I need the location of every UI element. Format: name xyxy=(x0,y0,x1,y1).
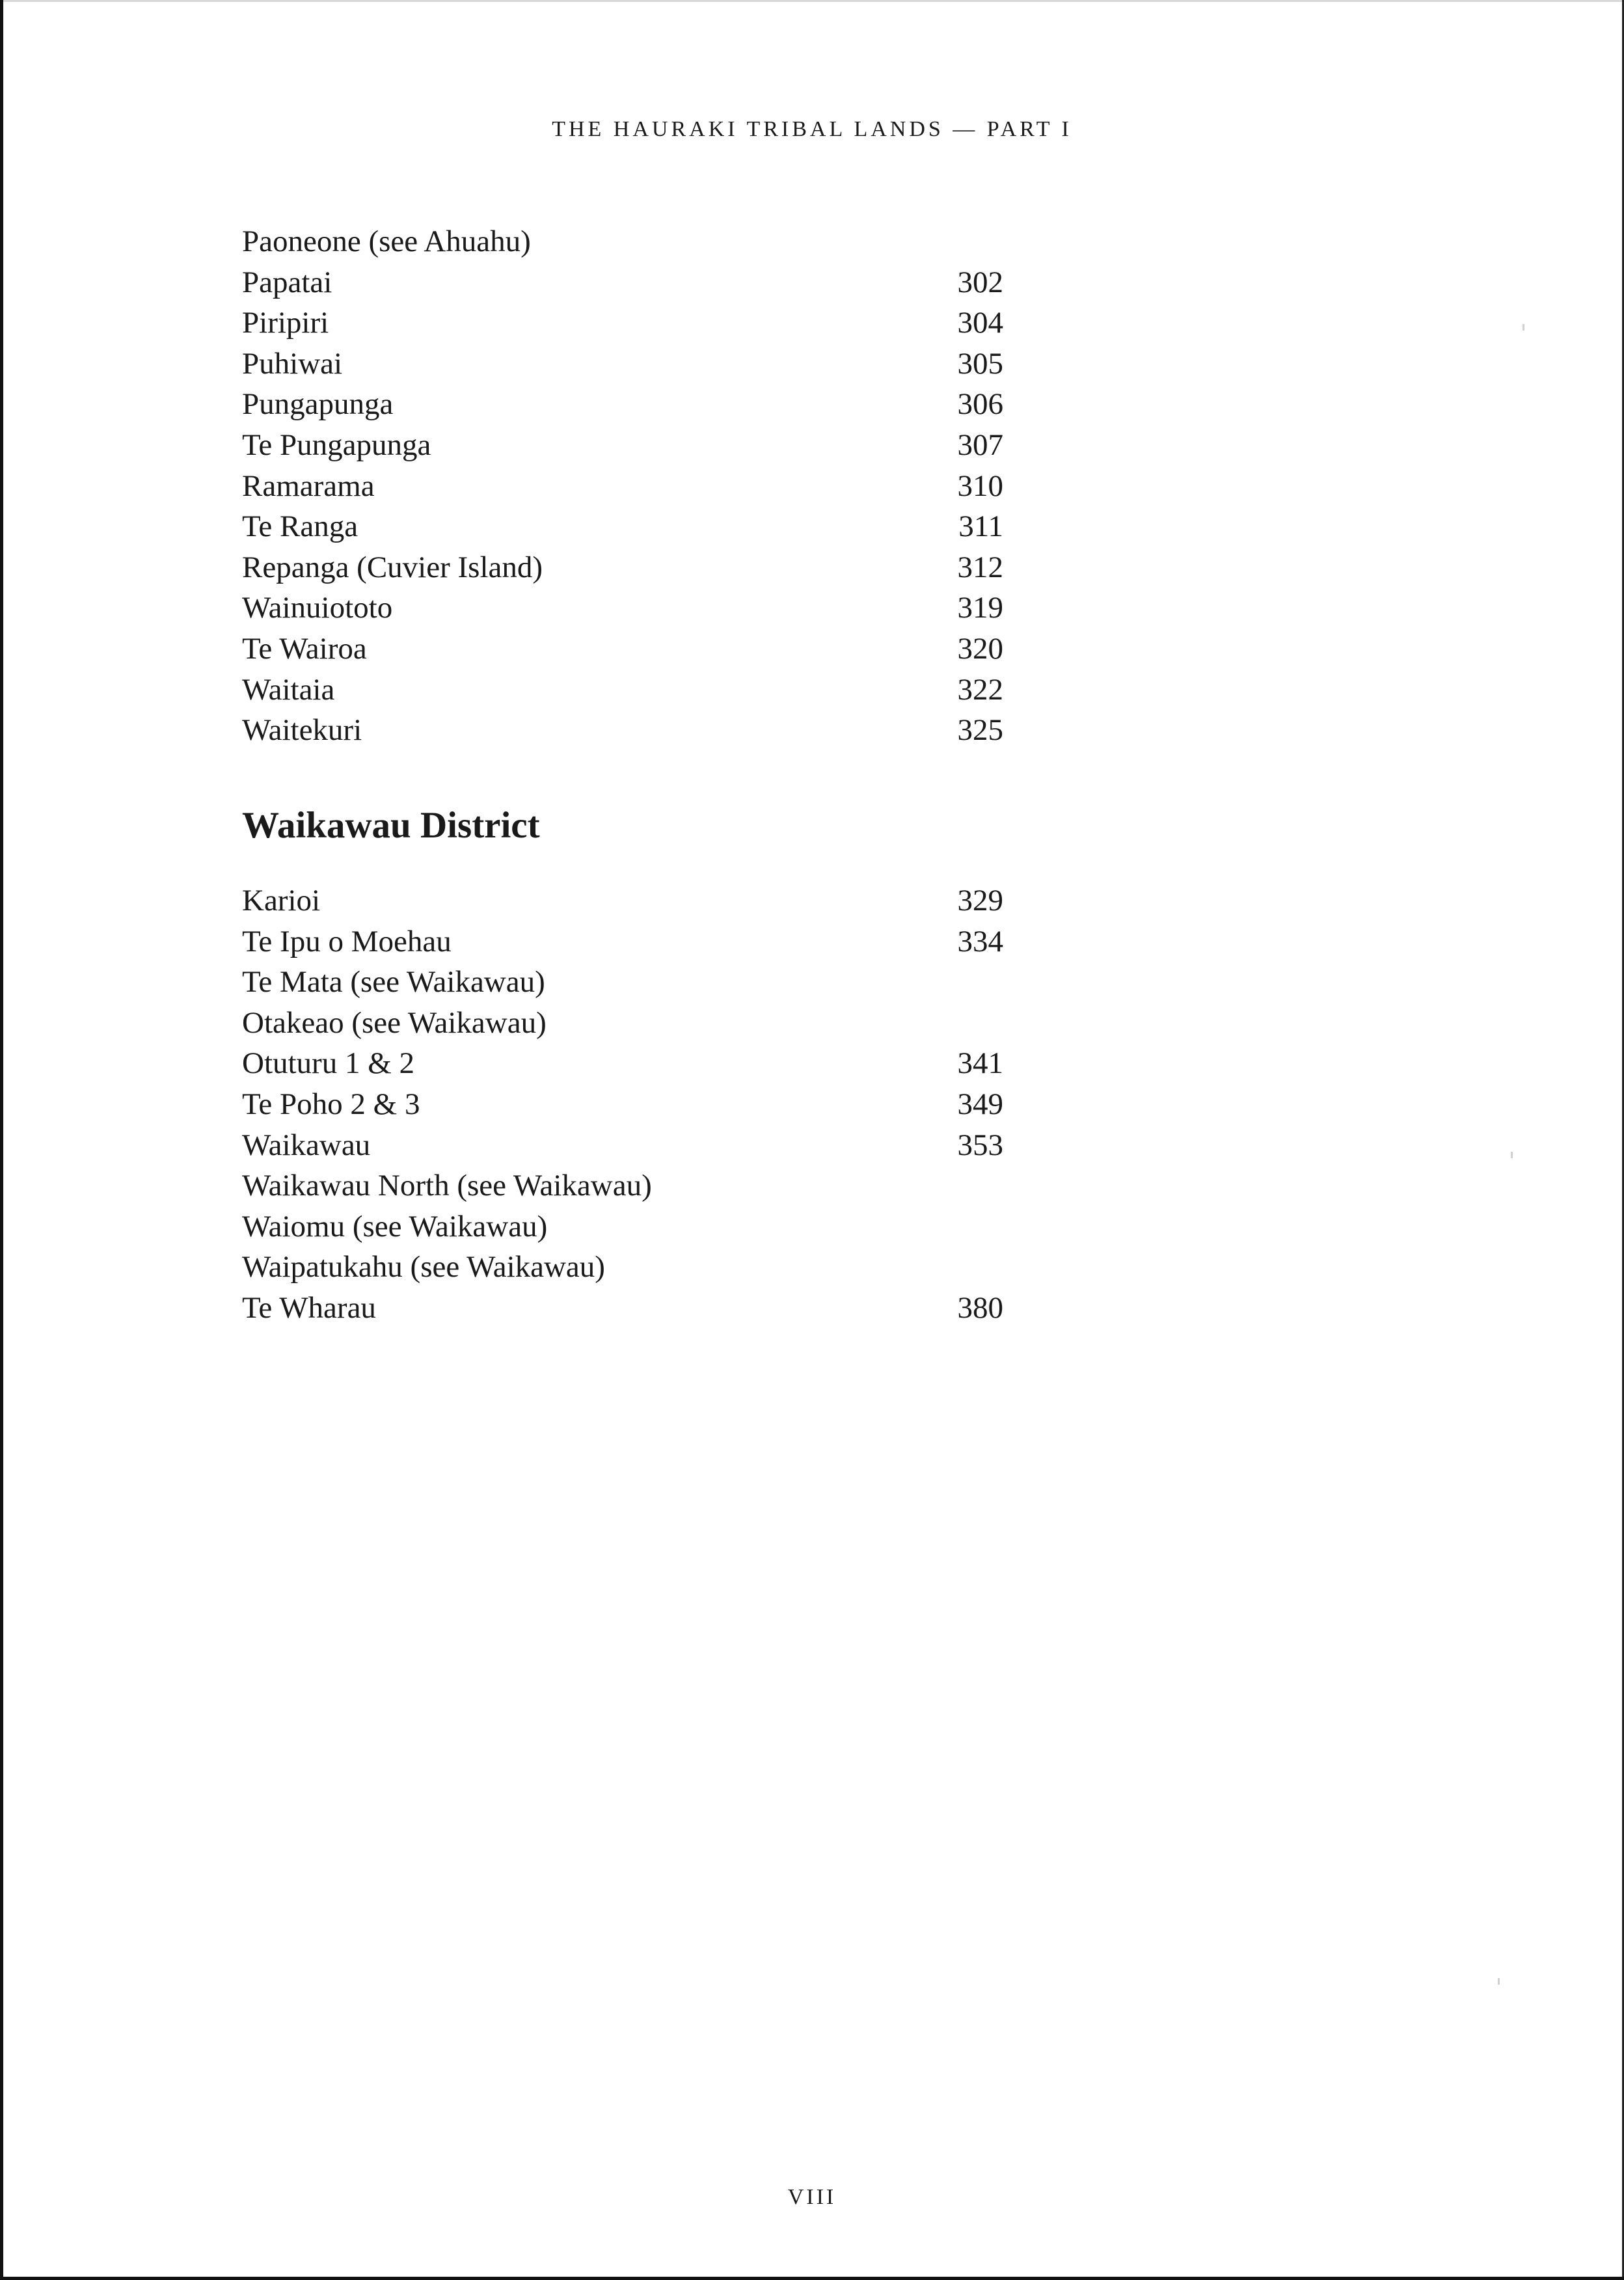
entry-page: 329 xyxy=(957,884,1003,917)
entry-page: 320 xyxy=(957,631,1003,666)
scan-bottom-border xyxy=(0,2277,1624,2280)
section-heading: Waikawau District xyxy=(242,805,540,846)
entry-page: 341 xyxy=(957,1046,1003,1081)
index-list-part-one xyxy=(242,221,1003,751)
index-entry xyxy=(242,710,1003,751)
entry-page: 353 xyxy=(957,1128,1003,1162)
entry-name: Karioi xyxy=(242,884,321,917)
index-entry xyxy=(242,303,1003,344)
index-entry xyxy=(242,1206,1003,1247)
page-number: VIII xyxy=(787,2185,837,2209)
index-entry xyxy=(242,1084,1003,1125)
entry-page: 307 xyxy=(957,428,1003,462)
entry-page: 305 xyxy=(957,346,1003,381)
entry-name: Papatai xyxy=(242,265,332,299)
entry-page: 310 xyxy=(957,468,1003,503)
index-entry xyxy=(242,1125,1003,1166)
entry-page: 306 xyxy=(957,387,1003,422)
index-entry xyxy=(242,425,1003,466)
entry-page: 319 xyxy=(957,591,1003,625)
index-entry xyxy=(242,506,1003,547)
entry-name: Waitekuri xyxy=(242,713,362,748)
entry-page: 380 xyxy=(957,1290,1003,1325)
entry-name: Te Poho 2 & 3 xyxy=(242,1087,420,1121)
entry-page: 325 xyxy=(957,713,1003,748)
scan-speck xyxy=(1511,1152,1513,1158)
index-entry xyxy=(242,670,1003,711)
entry-page: 302 xyxy=(957,265,1003,299)
entry-name: Piripiri xyxy=(242,306,329,340)
index-entry xyxy=(242,1165,1003,1206)
entry-page: 304 xyxy=(957,306,1003,340)
index-list-waikawau-district xyxy=(242,880,1003,1329)
index-entry xyxy=(242,962,1003,1003)
entry-name: Waikawau xyxy=(242,1128,371,1162)
index-entry xyxy=(242,384,1003,425)
index-entry xyxy=(242,629,1003,670)
entry-name: Otakeao (see Waikawau) xyxy=(242,1005,547,1040)
entry-page: 312 xyxy=(957,550,1003,584)
entry-name: Te Mata (see Waikawau) xyxy=(242,965,545,999)
entry-name: Te Ipu o Moehau xyxy=(242,924,452,958)
index-entry xyxy=(242,221,1003,262)
entry-name: Te Wairoa xyxy=(242,631,367,666)
entry-name: Otuturu 1 & 2 xyxy=(242,1046,415,1081)
entry-name: Te Pungapunga xyxy=(242,428,431,462)
index-entry xyxy=(242,1043,1003,1084)
index-entry xyxy=(242,880,1003,921)
page-top-edge xyxy=(0,0,1624,2)
entry-name: Ramarama xyxy=(242,468,375,503)
index-entry xyxy=(242,547,1003,588)
entry-name: Puhiwai xyxy=(242,346,343,381)
index-entry xyxy=(242,466,1003,507)
index-entry xyxy=(242,921,1003,962)
entry-name: Waipatukahu (see Waikawau) xyxy=(242,1250,605,1284)
entry-name: Pungapunga xyxy=(242,387,394,422)
entry-name: Wainuiototo xyxy=(242,591,393,625)
entry-name: Waiomu (see Waikawau) xyxy=(242,1209,548,1243)
entry-page: 349 xyxy=(957,1087,1003,1121)
entry-name: Repanga (Cuvier Island) xyxy=(242,550,543,584)
entry-name: Waikawau North (see Waikawau) xyxy=(242,1169,652,1203)
entry-page: 311 xyxy=(958,509,1003,544)
index-entry xyxy=(242,588,1003,629)
index-entry xyxy=(242,1247,1003,1288)
running-head: THE HAURAKI TRIBAL LANDS — PART I xyxy=(552,117,1072,141)
index-entry xyxy=(242,262,1003,303)
scan-speck xyxy=(1498,1978,1500,1985)
scan-left-border xyxy=(0,0,3,2280)
entry-name: Paoneone (see Ahuahu) xyxy=(242,224,531,258)
entry-name: Waitaia xyxy=(242,672,335,707)
entry-page: 334 xyxy=(957,924,1003,958)
scan-speck xyxy=(1522,324,1524,331)
index-entry xyxy=(242,1288,1003,1329)
index-entry xyxy=(242,1003,1003,1044)
entry-page: 322 xyxy=(957,672,1003,707)
entry-name: Te Wharau xyxy=(242,1290,376,1325)
entry-name: Te Ranga xyxy=(242,509,359,544)
index-entry xyxy=(242,344,1003,385)
